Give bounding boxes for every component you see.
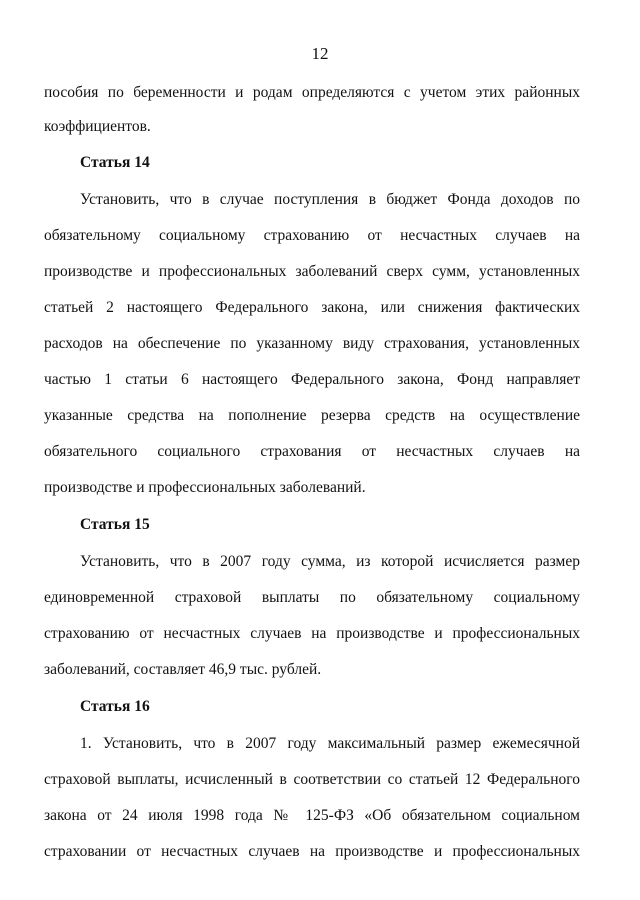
page-number: 12	[311, 44, 329, 63]
text-line: единовременной страховой выплаты по обязательному социальному	[44, 589, 580, 606]
text-line: указанные средства на пополнение резерва средств на осуществление	[44, 407, 580, 424]
text-line: производстве и профессиональных заболеваний сверх сумм, установленных	[44, 263, 580, 280]
text-line: Установить, что в 2007 году сумма, из которой исчисляется размер	[80, 553, 580, 570]
article-heading: Статья 15	[80, 516, 150, 533]
text-line: закона от 24 июля 1998 года № 125-ФЗ «Об обязательном социальном	[44, 807, 580, 824]
text-line: Установить, что в случае поступления в бюджет Фонда доходов по	[80, 191, 580, 208]
text-line: пособия по беременности и родам определяются с учетом этих районных	[44, 84, 580, 101]
text-line: частью 1 статьи 6 настоящего Федерального закона, Фонд направляет	[44, 371, 580, 388]
text-line: заболеваний, составляет 46,9 тыс. рублей.	[44, 661, 322, 678]
article-heading: Статья 16	[80, 698, 150, 715]
text-line: обязательному социальному страхованию от несчастных случаев на	[44, 227, 580, 244]
article-heading: Статья 14	[80, 154, 150, 171]
text-line: коэффициентов.	[44, 118, 151, 135]
text-line: страховой выплаты, исчисленный в соответствии со статьей 12 Федерального	[44, 771, 580, 788]
text-line: обязательного социального страхования от несчастных случаев на	[44, 443, 580, 460]
text-line: страхованию от несчастных случаев на производстве и профессиональных	[44, 625, 580, 642]
text-line: расходов на обеспечение по указанному виду страхования, установленных	[44, 335, 580, 352]
text-line: страховании от несчастных случаев на производстве и профессиональных	[44, 843, 580, 860]
text-line: статьей 2 настоящего Федерального закона, или снижения фактических	[44, 299, 580, 316]
text-line: 1. Установить, что в 2007 году максимальный размер ежемесячной	[80, 735, 580, 752]
text-line: производстве и профессиональных заболеваний.	[44, 479, 366, 496]
